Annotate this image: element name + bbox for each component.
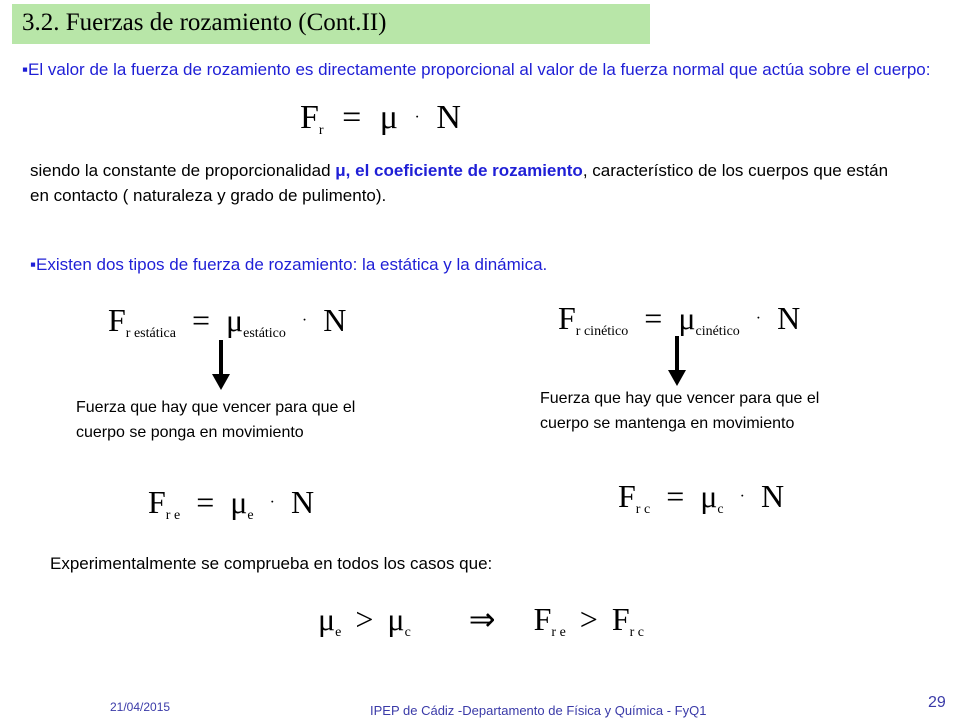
formula-main-sub: r xyxy=(318,123,324,138)
final-gt2: > xyxy=(579,601,598,637)
static-dot: · xyxy=(301,312,308,329)
bullet-1-marker: ▪ xyxy=(22,60,29,79)
kinetic-short-eq: = xyxy=(666,478,685,514)
formula-main-N: N xyxy=(436,99,461,136)
final-F1: F xyxy=(533,601,552,637)
static-mu-sub: estático xyxy=(243,326,286,341)
page-number: 29 xyxy=(928,694,946,711)
kinetic-short-mu: μ xyxy=(700,478,718,514)
static-short-F: F xyxy=(148,484,166,520)
implies-icon: ⇒ xyxy=(468,601,496,637)
para-highlight: μ, el coeficiente de rozamiento xyxy=(335,161,583,180)
bullet-2-text: Existen dos tipos de fuerza de rozamiento: la estática y la dinámica. xyxy=(36,255,548,274)
final-mu2: μ xyxy=(387,601,405,637)
kinetic-mu-sub: cinético xyxy=(695,324,740,339)
static-short-mu: μ xyxy=(230,484,248,520)
bullet-1 xyxy=(22,57,942,82)
final-F2-sub: r c xyxy=(629,625,645,640)
static-short-N: N xyxy=(290,484,315,520)
kinetic-short-dot: · xyxy=(739,488,745,505)
static-F: F xyxy=(108,302,126,338)
kinetic-short-F-sub: r c xyxy=(635,502,651,517)
para-prefix: siendo la constante de proporcionalidad xyxy=(30,161,336,180)
footer-center: IPEP de Cádiz -Departamento de Física y Química - FyQ1 xyxy=(370,703,707,718)
bullet-2 xyxy=(30,252,910,277)
kinetic-F-sub: r cinético xyxy=(575,324,629,339)
static-N: N xyxy=(323,302,347,338)
kinetic-mu: μ xyxy=(678,300,696,336)
kinetic-short-F: F xyxy=(618,478,636,514)
bullet-2-marker: ▪ xyxy=(30,255,37,274)
formula-main xyxy=(300,99,461,139)
kinetic-description: Fuerza que hay que vencer para que el cuerpo se mantenga en movimiento xyxy=(540,390,820,432)
kinetic-short-N: N xyxy=(760,478,785,514)
formula-main-eq: = xyxy=(342,99,362,136)
static-short-F-sub: r e xyxy=(165,508,181,523)
kinetic-N: N xyxy=(777,300,801,336)
final-gt1: > xyxy=(355,601,374,637)
definition-paragraph xyxy=(30,158,910,208)
arrow-head-icon xyxy=(212,374,230,390)
final-mu1-sub: e xyxy=(335,625,342,640)
formula-kinetic xyxy=(558,300,800,340)
static-description: Fuerza que hay que vencer para que el cuerpo se ponga en movimiento xyxy=(76,399,356,441)
slide-title: 3.2. Fuerzas de rozamiento (Cont.II) xyxy=(22,9,387,36)
static-eq: = xyxy=(191,302,210,338)
arrow-down-icon xyxy=(675,336,679,372)
formula-static-short xyxy=(148,484,314,524)
final-mu1: μ xyxy=(318,601,336,637)
arrow-down-icon xyxy=(219,340,223,376)
arrow-head-icon xyxy=(668,370,686,386)
experiment-text: Experimentalmente se comprueba en todos los casos que: xyxy=(50,554,493,573)
kinetic-dot: · xyxy=(755,310,762,327)
final-mu2-sub: c xyxy=(404,625,411,640)
kinetic-eq: = xyxy=(644,300,663,336)
final-F1-sub: r e xyxy=(551,625,566,640)
footer-date: 21/04/2015 xyxy=(110,700,171,714)
bullet-1-text: El valor de la fuerza de rozamiento es directamente proporcional al valor de la fuerza normal que actúa sobre el cuerpo: xyxy=(28,60,931,79)
static-short-mu-sub: e xyxy=(247,508,254,523)
formula-kinetic-short xyxy=(618,478,784,518)
formula-final xyxy=(318,600,644,641)
formula-main-F: F xyxy=(300,99,319,136)
formula-static xyxy=(108,302,346,342)
formula-main-mu: μ xyxy=(379,99,399,136)
formula-main-dot: · xyxy=(414,109,420,126)
static-F-sub: r estática xyxy=(125,326,176,341)
static-short-dot: · xyxy=(269,494,275,511)
static-mu: μ xyxy=(225,302,244,338)
final-F2: F xyxy=(611,601,630,637)
kinetic-F: F xyxy=(558,300,576,336)
static-short-eq: = xyxy=(196,484,215,520)
kinetic-short-mu-sub: c xyxy=(717,502,724,517)
para-suffix: , característico de los cuerpos que están en contacto ( naturaleza y grado de pulimento). xyxy=(30,161,889,205)
